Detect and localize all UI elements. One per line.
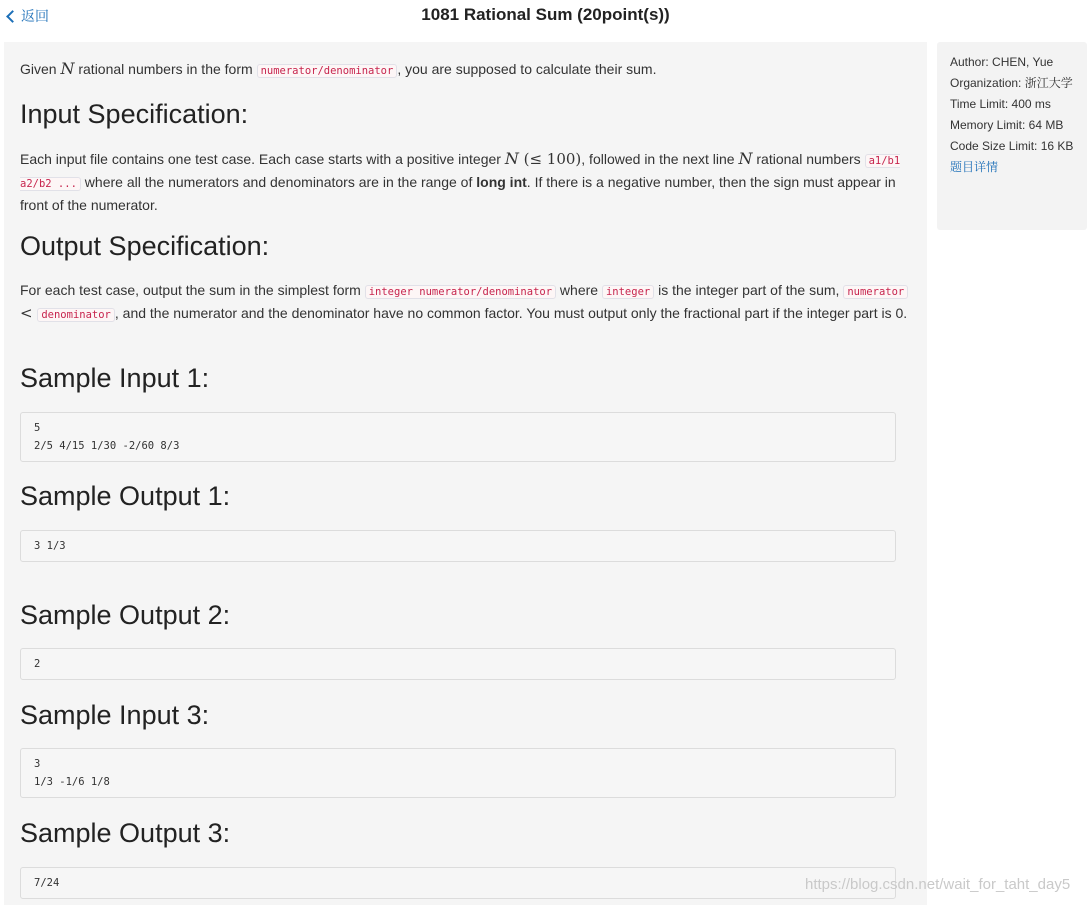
problem-content-panel [4, 42, 927, 905]
sample-output-1-block: 3 1/3 [20, 530, 896, 562]
memory-limit-info: Memory Limit: 64 MB [950, 118, 1064, 132]
sample-output-3-heading: Sample Output 3: [20, 818, 231, 848]
sample-input-1-heading: Sample Input 1: [20, 363, 210, 393]
sample-output-3-block: 7/24 [20, 867, 896, 899]
input-spec-heading: Input Specification: [20, 99, 249, 129]
problem-details-link[interactable]: 题目详情 [950, 160, 999, 174]
page-title: 1081 Rational Sum (20point(s)) [421, 5, 670, 24]
sample-output-1-heading: Sample Output 1: [20, 481, 231, 511]
intro-text: Given N rational numbers in the form numerator/denominator , you are supposed to calculate their sum. [20, 59, 657, 78]
organization-info: Organization: 浙江大学 [950, 76, 1073, 90]
input-spec-text: Each input file contains one test case. Each case starts with a positive integer N (≤ 100), followed in the next line N rational numbers a1/b1 a2/b2 ... where all the numerators and denominators are in the range of long int. If there is a negative number, then the sign must appear in front of the numerator. [20, 149, 901, 213]
code-size-limit-info: Code Size Limit: 16 KB [950, 139, 1074, 153]
output-spec-text: For each test case, output the sum in the simplest form integer numerator/denominator where integer is the integer part of the sum, numerator < denominator , and the numerator and the denominator have no common factor. You must output only the fractional part if the integer part is 0. [20, 282, 908, 322]
problem-info-sidebar [937, 42, 1087, 230]
watermark: https://blog.csdn.net/wait_for_taht_day5 [805, 876, 1071, 893]
sample-output-2-block: 2 [20, 648, 896, 680]
sample-input-3-block: 3 1/3 -1/6 1/8 [20, 748, 896, 798]
sample-output-2-heading: Sample Output 2: [20, 600, 231, 630]
output-spec-heading: Output Specification: [20, 231, 270, 261]
sample-input-3-heading: Sample Input 3: [20, 700, 210, 730]
top-bar [0, 0, 1091, 32]
sample-input-1-block: 5 2/5 4/15 1/30 -2/60 8/3 [20, 412, 896, 462]
back-label: 返回 [21, 8, 49, 24]
author-info: Author: CHEN, Yue [950, 55, 1054, 69]
time-limit-info: Time Limit: 400 ms [950, 97, 1051, 111]
